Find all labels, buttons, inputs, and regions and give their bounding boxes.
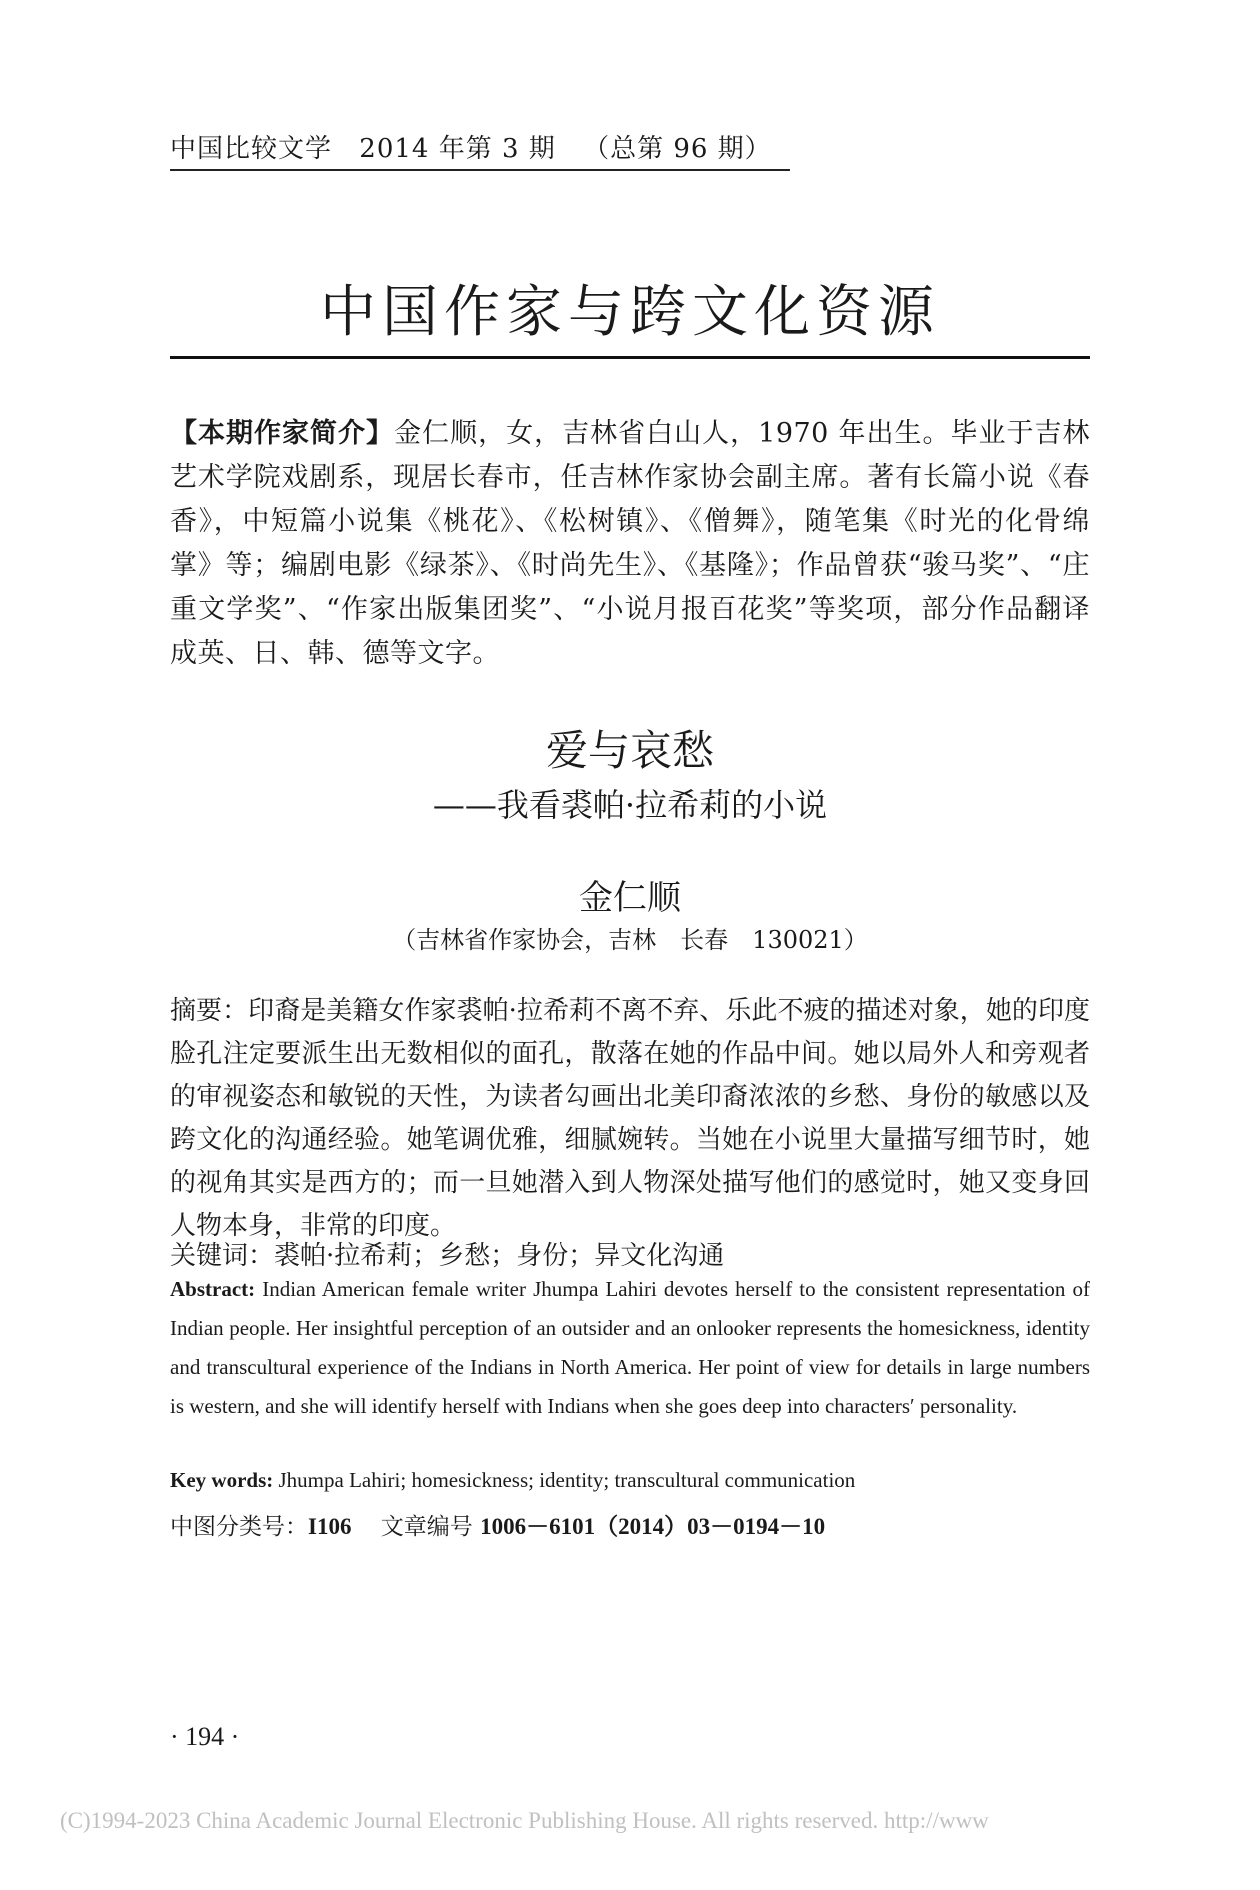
clc-label: 中图分类号：: [170, 1514, 308, 1540]
keywords-cn-text: 裘帕·拉希莉；乡愁；身份；异文化沟通: [274, 1241, 725, 1271]
intro-text: 金仁顺，女，吉林省白山人，1970 年出生。毕业于吉林艺术学院戏剧系，现居长春市，任吉林作家协会副主席。著有长篇小说《春香》，中短篇小说集《桃花》、《松树镇》、《僧舞》，随笔集《时光的化骨绵掌》等；编剧电影《绿茶》、《时尚先生》、《基隆》；作品曾获“骏马奖”、“庄重文学奖”、“作家出版集团奖”、“小说月报百花奖”等奖项，部分作品翻译成英、日、韩、德等文字。: [170, 418, 1091, 669]
author-name: 金仁顺: [579, 878, 681, 918]
page-number: · 194 ·: [170, 1722, 240, 1751]
article-title: 爱与哀愁: [545, 726, 714, 775]
column-title: 中国作家与跨文化资源: [320, 280, 940, 345]
copyright-footer: (C)1994-2023 China Academic Journal Electronic Publishing House. All rights reserved. http://www: [60, 1808, 989, 1833]
abstract-english: [170, 1270, 1090, 1426]
journal-name: 中国比较文学: [170, 134, 333, 164]
total-issue: （总第 96 期）: [583, 134, 772, 164]
intro-label: 【本期作家简介】: [170, 418, 395, 449]
title-rule: [170, 356, 1090, 359]
doc-label: 文章编号: [380, 1514, 473, 1540]
issue-number: 2014 年第 3 期: [359, 134, 556, 164]
abstract-chinese: [170, 990, 1090, 1248]
author-affiliation: （吉林省作家协会，吉林 长春 130021）: [392, 926, 868, 954]
classification-line: [170, 1508, 1090, 1541]
keywords-english: [170, 1468, 1090, 1493]
abstract-cn-text: 印裔是美籍女作家裘帕·拉希莉不离不弃、乐此不疲的描述对象，她的印度脸孔注定要派生出无数相似的面孔，散落在她的作品中间。她以局外人和旁观者的审视姿态和敏锐的天性，为读者勾画出北美印裔浓浓的乡愁、身份的敏感以及跨文化的沟通经验。她笔调优雅，细腻婉转。当她在小说里大量描写细节时，她的视角其实是西方的；而一旦她潜入到人物深处描写他们的感觉时，她又变身回人物本身，非常的印度。: [170, 996, 1090, 1241]
keywords-cn-label: 关键词：: [170, 1241, 275, 1271]
article-subtitle: ——我看裘帕·拉希莉的小说: [432, 786, 828, 824]
author-intro: [170, 412, 1090, 676]
clc-value: I106: [308, 1514, 352, 1539]
keywords-chinese: [170, 1235, 1090, 1272]
journal-header: [170, 128, 790, 171]
abstract-en-text: Indian American female writer Jhumpa Lahiri devotes herself to the consistent representation of Indian people. Her insightful perception of an outsider and an onlooker represents the homesickness, identity and transcultural experience of the Indians in North America. Her point of view for details in large numbers is western, and she will identify herself with Indians when she goes deep into characters′ personality.: [170, 1277, 1090, 1418]
abstract-en-label: Abstract:: [170, 1277, 256, 1301]
keywords-en-text: Jhumpa Lahiri; homesickness; identity; transcultural communication: [278, 1468, 856, 1492]
doc-value: 1006－6101（2014）03－0194－10: [480, 1514, 826, 1539]
keywords-en-label: Key words:: [170, 1468, 274, 1492]
abstract-cn-label: 摘要：: [170, 996, 249, 1026]
